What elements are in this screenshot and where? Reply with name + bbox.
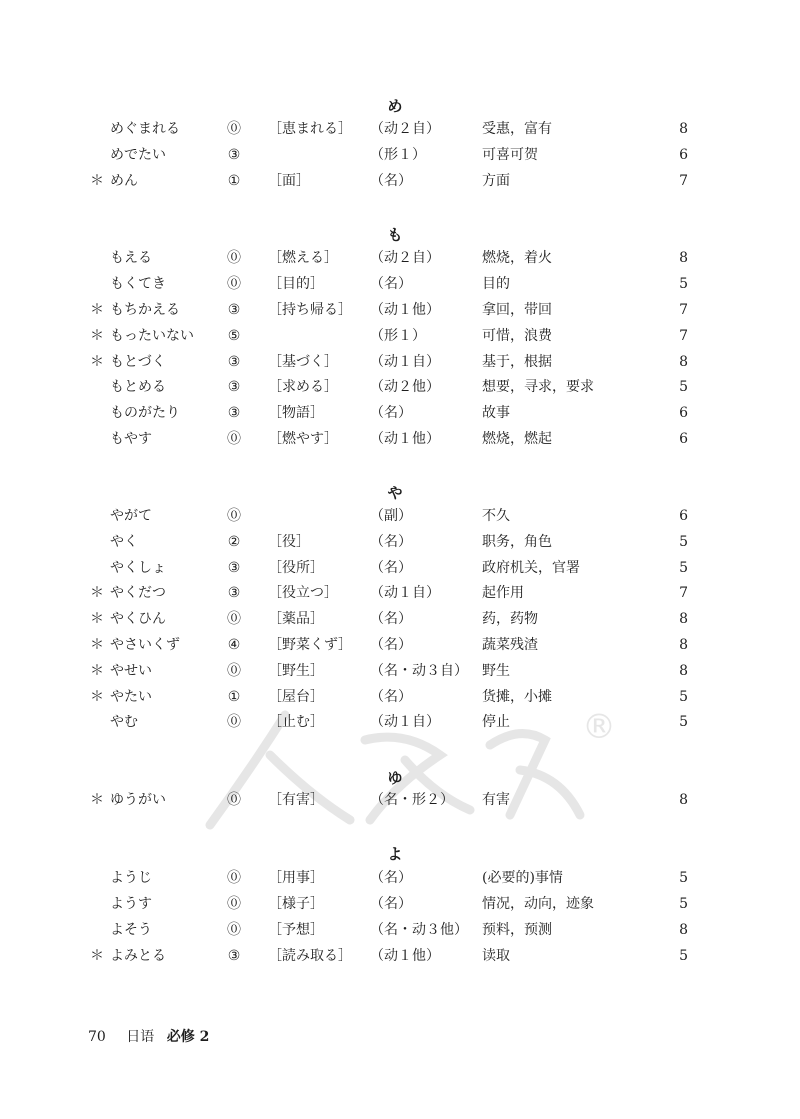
vocab-kanji: ［野生］ [268,663,324,679]
accent-mark: ⓪ [227,508,241,524]
accent-mark: ③ [227,405,241,421]
vocab-meaning: 燃烧，燃起 [482,431,552,447]
vocab-kanji: ［物語］ [268,405,324,421]
section-heading: や [387,484,403,502]
part-of-speech: （名） [370,560,412,576]
book-volume: 必修 2 [166,1029,210,1045]
vocab-reading: もとづく [110,354,166,370]
vocab-kanji: ［持ち帰る］ [268,302,352,318]
vocab-row [0,248,800,274]
accent-mark: ⓪ [227,896,241,912]
accent-mark: ③ [227,379,241,395]
part-of-speech: （副） [370,508,412,524]
lesson-number: 6 [679,147,688,163]
vocab-meaning: 燃烧，着火 [482,250,552,266]
lesson-number: 5 [679,870,688,886]
lesson-number: 7 [679,328,688,344]
vocab-reading: よみとる [110,948,166,964]
vocab-kanji: ［予想］ [268,922,324,938]
lesson-number: 8 [679,922,688,938]
accent-mark: ⓪ [227,121,241,137]
vocab-row [0,868,800,894]
lesson-number: 8 [679,354,688,370]
vocab-row [0,790,800,816]
part-of-speech: （动２自） [370,250,440,266]
vocab-row [0,583,800,609]
accent-mark: ① [227,689,241,705]
vocab-row [0,532,800,558]
accent-mark: ⓪ [227,870,241,886]
new-word-star: ＊ [90,689,104,705]
vocab-row [0,145,800,171]
part-of-speech: （名） [370,276,412,292]
vocab-meaning: 方面 [482,173,510,189]
lesson-number: 8 [679,250,688,266]
vocab-meaning: 受惠，富有 [482,121,552,137]
part-of-speech: （名） [370,637,412,653]
vocab-meaning: 故事 [482,405,510,421]
vocab-kanji: ［読み取る］ [268,948,352,964]
vocab-reading: やくしょ [110,560,166,576]
new-word-star: ＊ [90,173,104,189]
part-of-speech: （名） [370,534,412,550]
vocab-kanji: ［面］ [268,173,310,189]
vocab-row [0,171,800,197]
vocab-meaning: 想要，寻求，要求 [482,379,594,395]
vocab-meaning: 读取 [482,948,510,964]
accent-mark: ⓪ [227,250,241,266]
part-of-speech: （形１） [370,147,426,163]
accent-mark: ① [227,173,241,189]
lesson-number: 8 [679,611,688,627]
part-of-speech: （动１他） [370,431,440,447]
part-of-speech: （形１） [370,328,426,344]
lesson-number: 5 [679,714,688,730]
part-of-speech: （名） [370,173,412,189]
vocab-kanji: ［燃やす］ [268,431,338,447]
lesson-number: 5 [679,948,688,964]
vocab-kanji: ［用事］ [268,870,324,886]
vocab-meaning: 可惜，浪费 [482,328,552,344]
vocab-kanji: ［野菜くず］ [268,637,352,653]
vocab-reading: やく [110,534,138,550]
vocab-kanji: ［様子］ [268,896,324,912]
accent-mark: ③ [227,948,241,964]
vocab-reading: めぐまれる [110,121,180,137]
vocab-kanji: ［薬品］ [268,611,324,627]
lesson-number: 7 [679,585,688,601]
part-of-speech: （名） [370,611,412,627]
vocab-meaning: 目的 [482,276,510,292]
vocab-row [0,609,800,635]
accent-mark: ③ [227,354,241,370]
lesson-number: 8 [679,792,688,808]
lesson-number: 8 [679,663,688,679]
vocab-kanji: ［役立つ］ [268,585,338,601]
part-of-speech: （名） [370,405,412,421]
new-word-star: ＊ [90,637,104,653]
vocab-meaning: 情况，动向，迹象 [482,896,594,912]
section-heading: ゆ [387,769,403,787]
vocab-kanji: ［目的］ [268,276,324,292]
vocab-kanji: ［止む］ [268,714,324,730]
accent-mark: ③ [227,560,241,576]
vocab-reading: やくだつ [110,585,166,601]
vocab-reading: もくてき [110,276,166,292]
accent-mark: ⓪ [227,663,241,679]
vocab-reading: もえる [110,250,152,266]
vocab-meaning: 基于，根据 [482,354,552,370]
vocab-row [0,506,800,532]
new-word-star: ＊ [90,948,104,964]
vocab-row [0,635,800,661]
new-word-star: ＊ [90,611,104,627]
lesson-number: 5 [679,896,688,912]
vocab-row [0,119,800,145]
vocab-meaning: 药，药物 [482,611,538,627]
part-of-speech: （名） [370,896,412,912]
vocab-reading: もやす [110,431,152,447]
vocab-meaning: 停止 [482,714,510,730]
vocab-row [0,894,800,920]
vocab-reading: めでたい [110,147,166,163]
accent-mark: ⓪ [227,714,241,730]
lesson-number: 5 [679,560,688,576]
vocab-meaning: 预料，预测 [482,922,552,938]
part-of-speech: （动１自） [370,354,440,370]
part-of-speech: （动１他） [370,948,440,964]
vocab-reading: やせい [110,663,152,679]
vocab-reading: もちかえる [110,302,180,318]
vocab-meaning: 拿回，带回 [482,302,552,318]
vocab-reading: よそう [110,922,152,938]
book-title: 日语 [126,1029,155,1045]
vocab-reading: めん [110,173,138,189]
vocab-reading: ものがたり [110,405,180,421]
vocab-row [0,352,800,378]
svg-text:®: ® [582,707,616,747]
vocab-reading: ようす [110,896,152,912]
new-word-star: ＊ [90,585,104,601]
part-of-speech: （动２他） [370,379,440,395]
lesson-number: 5 [679,379,688,395]
lesson-number: 5 [679,689,688,705]
lesson-number: 8 [679,121,688,137]
vocab-kanji: ［基づく］ [268,354,338,370]
vocab-reading: もとめる [110,379,166,395]
vocab-row [0,920,800,946]
lesson-number: 8 [679,637,688,653]
lesson-number: 5 [679,276,688,292]
part-of-speech: （名） [370,689,412,705]
new-word-star: ＊ [90,328,104,344]
vocab-reading: やむ [110,714,138,730]
accent-mark: ⑤ [227,328,241,344]
vocab-reading: ようじ [110,870,152,886]
vocab-kanji: ［役所］ [268,560,324,576]
vocab-kanji: ［屋台］ [268,689,324,705]
lesson-number: 7 [679,173,688,189]
vocab-row [0,300,800,326]
vocab-meaning: 起作用 [482,585,524,601]
accent-mark: ⓪ [227,431,241,447]
vocab-reading: やさいくず [110,637,180,653]
vocab-meaning: 可喜可贺 [482,147,538,163]
accent-mark: ③ [227,147,241,163]
vocab-kanji: ［求める］ [268,379,338,395]
vocab-row [0,403,800,429]
vocab-row [0,687,800,713]
vocab-meaning: 蔬菜残渣 [482,637,538,653]
vocab-kanji: ［有害］ [268,792,324,808]
part-of-speech: （名・动３自） [370,663,468,679]
lesson-number: 5 [679,534,688,550]
vocab-meaning: 政府机关，官署 [482,560,580,576]
vocab-meaning: 货摊，小摊 [482,689,552,705]
part-of-speech: （动１自） [370,714,440,730]
part-of-speech: （名・形２） [370,792,454,808]
new-word-star: ＊ [90,663,104,679]
vocab-row [0,326,800,352]
vocab-meaning: 野生 [482,663,510,679]
vocab-reading: やがて [110,508,152,524]
lesson-number: 6 [679,405,688,421]
vocab-reading: やくひん [110,611,166,627]
page-footer [88,1026,209,1046]
accent-mark: ⓪ [227,792,241,808]
new-word-star: ＊ [90,302,104,318]
accent-mark: ⓪ [227,922,241,938]
vocab-meaning: (必要的)事情 [482,870,563,886]
vocab-row [0,429,800,455]
vocab-kanji: ［役］ [268,534,310,550]
section-heading: よ [387,845,403,863]
vocab-meaning: 不久 [482,508,510,524]
part-of-speech: （名・动３他） [370,922,468,938]
page-number: 70 [88,1029,106,1045]
lesson-number: 6 [679,508,688,524]
accent-mark: ③ [227,302,241,318]
section-heading: め [387,97,403,115]
accent-mark: ④ [227,637,241,653]
vocab-row [0,712,800,738]
part-of-speech: （名） [370,870,412,886]
part-of-speech: （动１他） [370,302,440,318]
part-of-speech: （动１自） [370,585,440,601]
new-word-star: ＊ [90,792,104,808]
vocab-reading: もったいない [110,328,194,344]
vocab-row [0,661,800,687]
accent-mark: ⓪ [227,276,241,292]
vocab-meaning: 职务，角色 [482,534,552,550]
vocab-row [0,946,800,972]
lesson-number: 7 [679,302,688,318]
vocab-reading: やたい [110,689,152,705]
vocab-row [0,558,800,584]
accent-mark: ⓪ [227,611,241,627]
vocab-meaning: 有害 [482,792,510,808]
vocab-kanji: ［恵まれる］ [268,121,352,137]
lesson-number: 6 [679,431,688,447]
accent-mark: ② [227,534,241,550]
vocab-kanji: ［燃える］ [268,250,338,266]
accent-mark: ③ [227,585,241,601]
part-of-speech: （动２自） [370,121,440,137]
section-heading: も [387,226,403,244]
new-word-star: ＊ [90,354,104,370]
vocab-row [0,274,800,300]
vocab-reading: ゆうがい [110,792,166,808]
vocab-row [0,377,800,403]
